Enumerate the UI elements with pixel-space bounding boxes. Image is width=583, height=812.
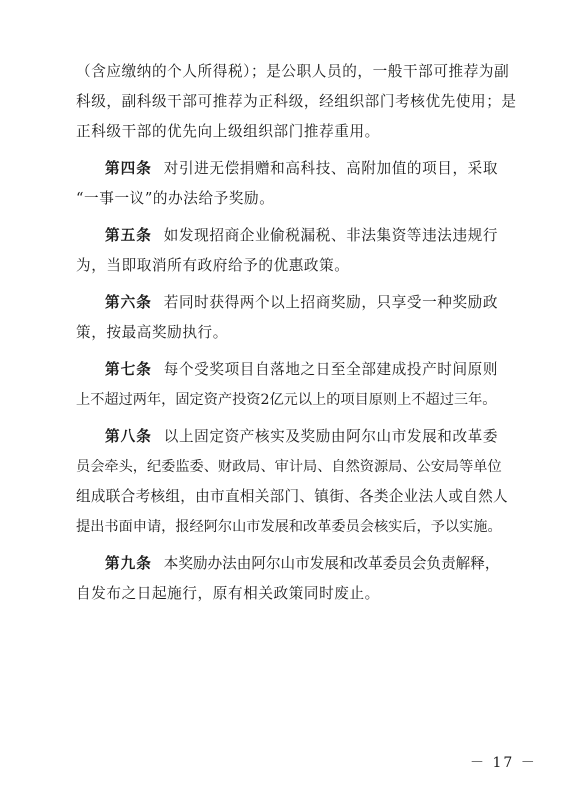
text-line: 员会牵头，纪委监委、财政局、审计局、自然资源局、公安局等单位	[76, 459, 502, 475]
article-title: 第五条	[105, 227, 152, 244]
text-line	[76, 288, 521, 318]
text-line: （含应缴纳的个人所得税）；是公职人员的，一般干部可推荐为副	[76, 63, 510, 80]
article-title: 第六条	[105, 294, 152, 311]
article-text: 以上固定资产核实及奖励由阿尔山市发展和改革委	[163, 428, 499, 445]
text-line	[76, 549, 521, 579]
text-line: 自发布之日起施行，原有相关政策同时废止。	[76, 585, 380, 602]
article-text: 本奖励办法由阿尔山市发展和改革委员会负责解释，	[163, 555, 500, 572]
text-line: “一事一议”的办法给予奖励。	[76, 190, 275, 207]
text-line: 上不超过两年，固定资产投资2亿元以上的项目原则上不超过三年。	[76, 392, 497, 408]
text-line: 正科级干部的优先向上级组织部门推荐重用。	[76, 123, 380, 140]
page-number: － 17 －	[470, 755, 537, 771]
text-line	[76, 221, 521, 251]
article-7	[76, 355, 521, 415]
article-text: 对引进无偿捐赠和高科技、高附加值的项目，采取	[163, 160, 499, 177]
article-9	[76, 549, 521, 609]
article-title: 第八条	[105, 428, 152, 445]
text-line: 为，当即取消所有政府给予的优惠政策。	[76, 257, 350, 274]
text-line	[76, 422, 521, 452]
text-line: 科级，副科级干部可推荐为正科级，经组织部门考核优先使用；是	[76, 93, 517, 110]
text-line: 提出书面申请，报经阿尔山市发展和改革委员会核实后，予以实施。	[76, 519, 502, 535]
article-title: 第四条	[105, 160, 152, 177]
article-6	[76, 288, 521, 348]
article-5	[76, 221, 521, 281]
text-line	[76, 154, 521, 184]
text-line	[76, 355, 521, 385]
article-text: 如发现招商企业偷税漏税、非法集资等违法违规行	[163, 227, 499, 244]
article-text: 若同时获得两个以上招商奖励，只享受一种奖励政	[163, 294, 499, 311]
article-4	[76, 154, 521, 214]
text-line: 组成联合考核组，由市直相关部门、镇街、各类企业法人或自然人	[76, 488, 508, 505]
text-line: 策，按最高奖励执行。	[76, 324, 228, 341]
article-title: 第九条	[105, 555, 152, 572]
article-8	[76, 422, 521, 542]
article-text: 每个受奖项目自落地之日至全部建成投产时间原则	[163, 361, 499, 378]
document-body	[76, 57, 521, 616]
continuation-paragraph	[76, 57, 521, 147]
article-title: 第七条	[105, 361, 152, 378]
